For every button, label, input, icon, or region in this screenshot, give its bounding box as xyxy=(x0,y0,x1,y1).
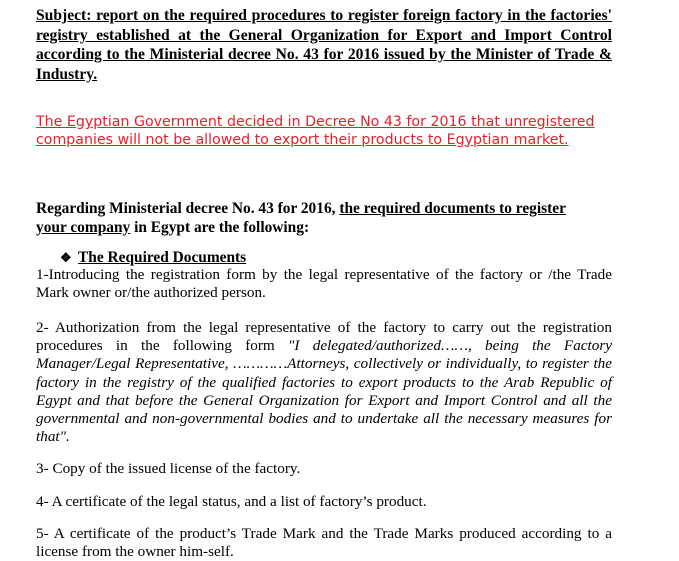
list-item-2 xyxy=(36,319,612,446)
list-item-4: 4- A certificate of the legal status, and a list of factory’s product. xyxy=(36,493,427,510)
red-notice-text: The Egyptian Government decided in Decree No 43 for 2016 that unregistered companies will not be allowed to export their products to Egyptian market. xyxy=(36,114,595,148)
subject-heading: Subject: report on the required procedures to register foreign factory in the factories' registry established at the General Organization for Export and Import Control according to the Ministerial decree No. 43 for 2016 issued by the Minister of Trade & Industry. xyxy=(36,7,612,83)
list-item-3: 3- Copy of the issued license of the factory. xyxy=(36,460,301,477)
regarding-prefix: Regarding Ministerial decree No. 43 for 2016, xyxy=(36,200,340,217)
list-item-1: 1-Introducing the registration form by the legal representative of the factory or /the Trade Mark owner or/the authorized person. xyxy=(36,266,612,302)
regarding-underlined-phrase: the required documents to register your company xyxy=(36,200,566,236)
required-documents-title: The Required Documents xyxy=(78,249,247,266)
regarding-suffix: in Egypt are the following: xyxy=(130,219,310,236)
list-item-2-intro: 2- Authorization from the legal representative of the factory to carry out the registration procedures in the following form xyxy=(36,319,612,355)
required-documents-heading xyxy=(60,248,246,267)
list-item-2-quote: "I delegated/authorized……, being the Factory Manager/Legal Representative, …………Attorneys, collectively or individually, to register the factory in the registry of the qualified factories to export products to the Arab Republic of Egypt and that before the General Organization for Export and Import Control and all the governmental and non-governmental bodies and to undertake all the necessary measures for that". xyxy=(36,337,613,446)
regarding-paragraph xyxy=(36,199,596,237)
list-item-5: 5- A certificate of the product’s Trade Mark and the Trade Marks produced according to a license from the owner him-self. xyxy=(36,525,612,561)
diamond-bullet-icon: ❖ xyxy=(60,250,72,265)
